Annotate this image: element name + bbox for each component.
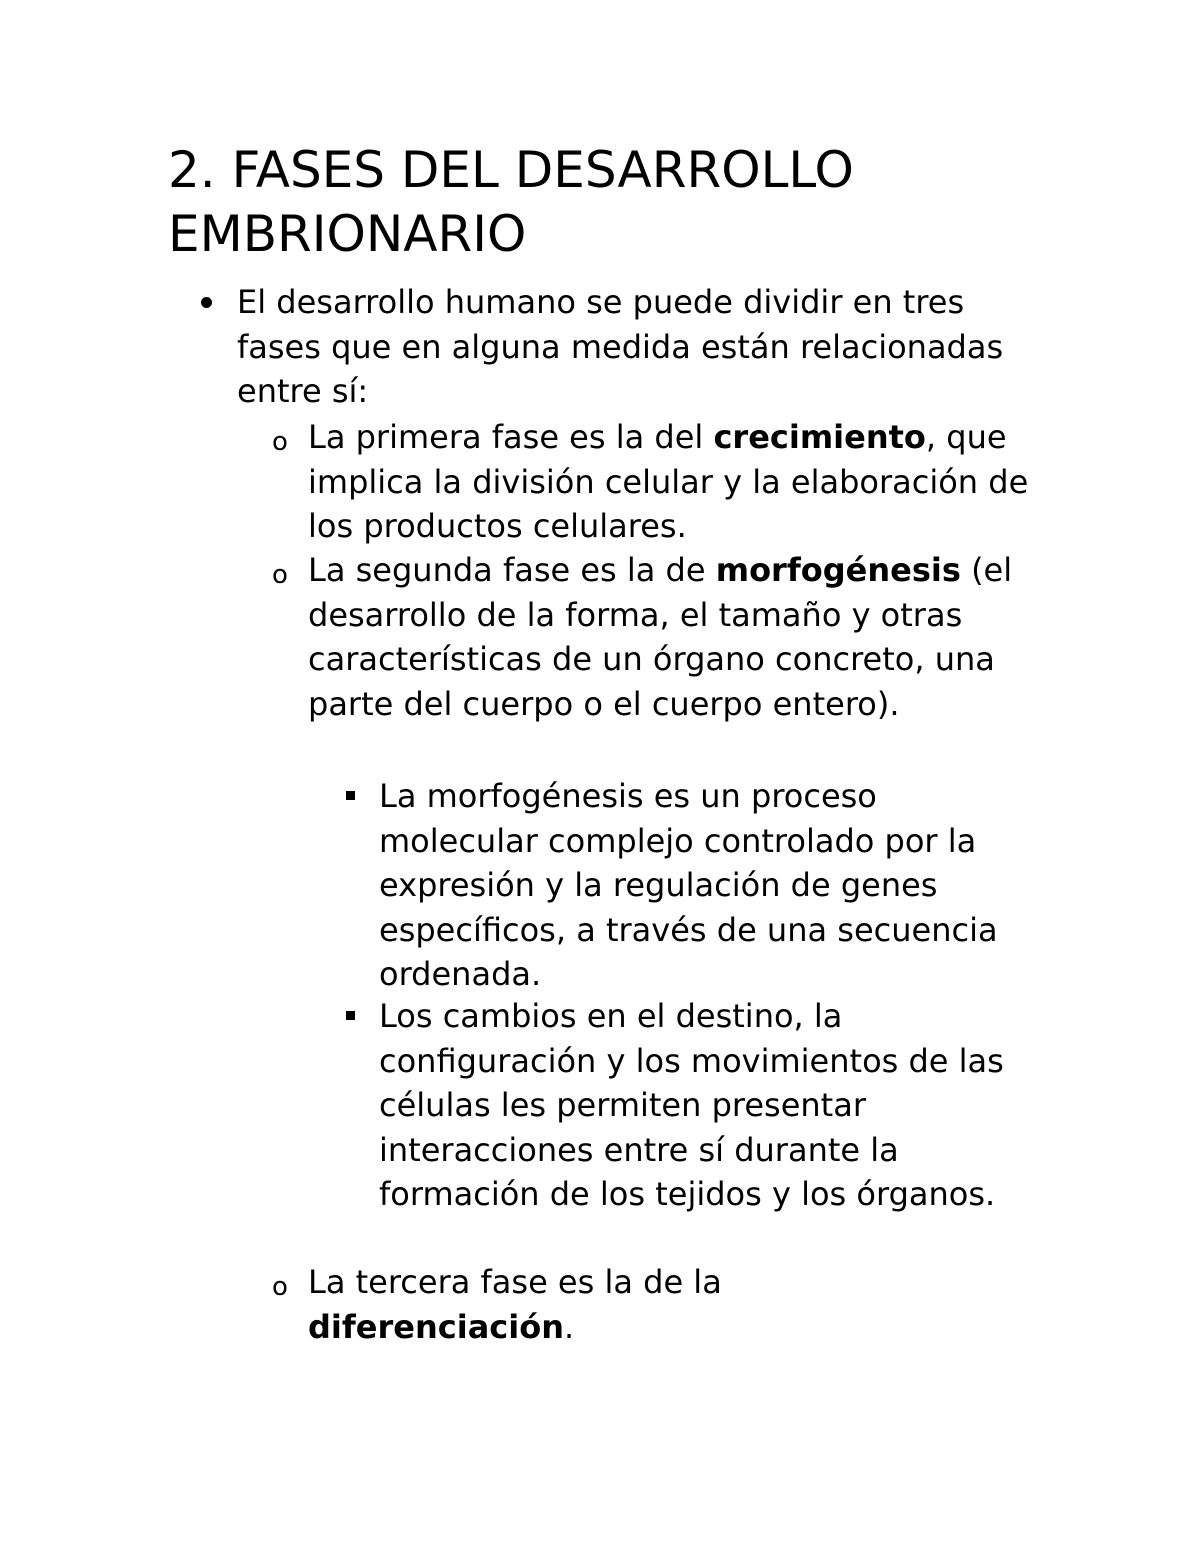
phase-3-text-before: La tercera fase es la de la — [308, 1263, 722, 1301]
phase-2-term: morfogénesis — [715, 551, 961, 589]
bullet-circle-icon: o — [272, 427, 288, 457]
bullet-dot-icon — [201, 297, 212, 308]
section-heading — [168, 138, 1068, 266]
phase-2-detail-2: Los cambios en el destino, la configuración y los movimientos de las células les permiten presentar interacciones entre sí durante la formación de los tejidos y los órganos. — [379, 997, 1004, 1213]
phase-1-paragraph — [308, 415, 1048, 549]
phase-2-paragraph — [308, 548, 1048, 726]
heading-line-1: 2. FASES DEL DESARROLLO — [168, 141, 854, 199]
bullet-square-icon — [346, 1011, 355, 1020]
phase-2-text-after: (el desarrollo de la forma, el tamaño y otras características de un órgano concreto, una parte del cuerpo o el cuerpo entero). — [308, 551, 1013, 723]
phase-3-term: diferenciación — [308, 1307, 564, 1346]
phase-3-text-after: . — [564, 1307, 575, 1346]
bullet-circle-icon: o — [272, 1272, 288, 1302]
phase-2-detail-1: La morfogénesis es un proceso molecular complejo controlado por la expresión y la regulación de genes específicos, a través de una secuencia ordenada. — [379, 777, 998, 993]
heading-line-2: EMBRIONARIO — [168, 205, 527, 263]
phase-1-text-after: , que implica la división celular y la elaboración de los productos celulares. — [308, 418, 1029, 545]
phase-3-paragraph — [308, 1260, 1048, 1349]
phase-1-text-before: La primera fase es la del — [308, 418, 714, 456]
phase-2-text-before: La segunda fase es la de — [308, 551, 716, 589]
bullet-square-icon — [346, 791, 355, 800]
phase-1-term: crecimiento — [713, 418, 926, 456]
intro-paragraph: El desarrollo humano se puede dividir en tres fases que en alguna medida están relacionadas entre sí: — [237, 283, 1004, 410]
bullet-circle-icon: o — [272, 560, 288, 590]
